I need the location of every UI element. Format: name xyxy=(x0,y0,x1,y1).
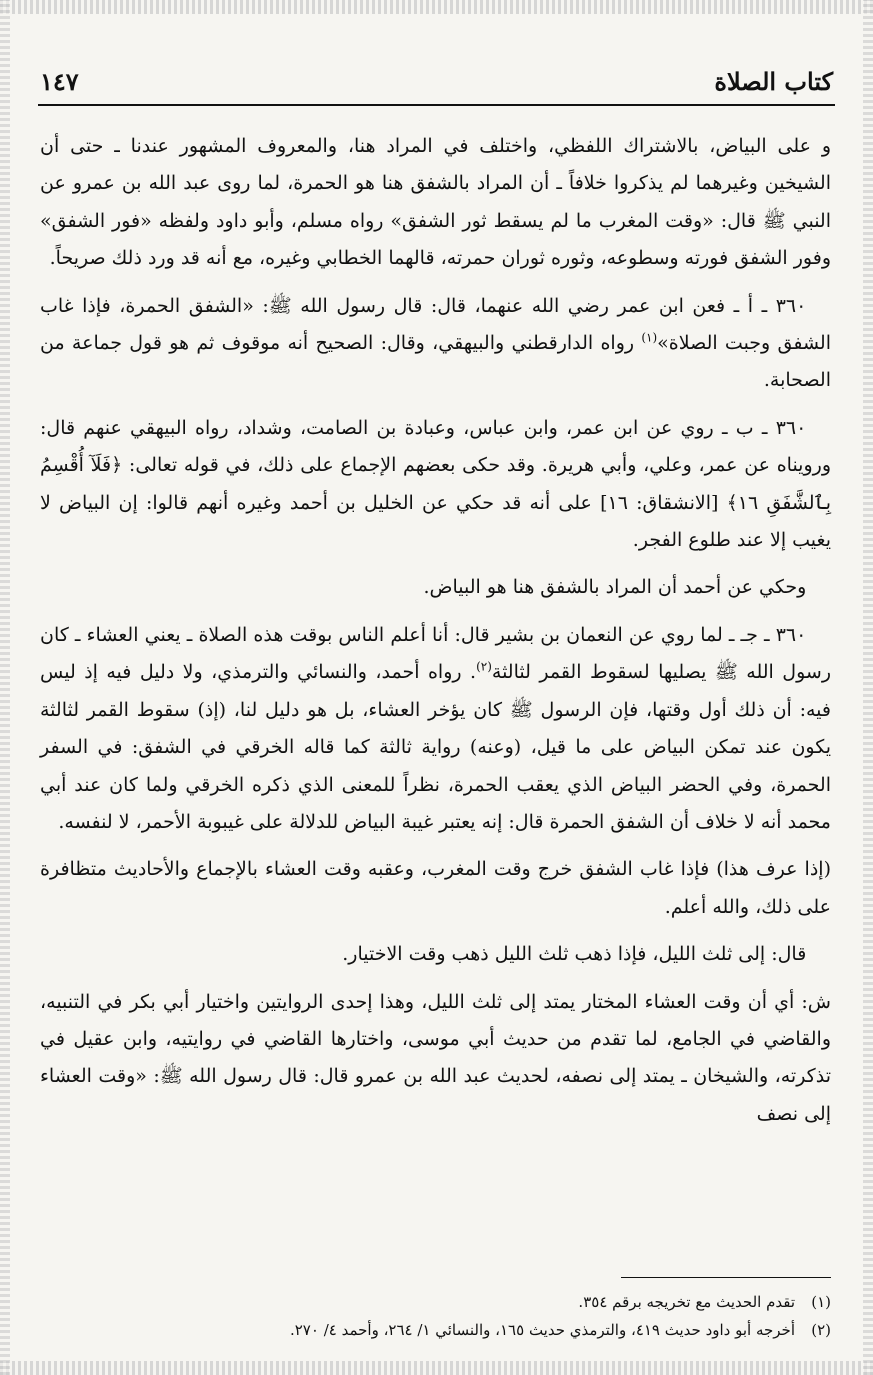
footnote-ref-1[interactable]: (١) xyxy=(641,330,658,345)
main-text xyxy=(40,128,831,1133)
paragraph-8: ش: أي أن وقت العشاء المختار يمتد إلى ثلث الليل، وهذا إحدى الروايتين واختيار أبي بكر في التنبيه، والقاضي في الجامع، لما تقدم من حديث أبي موسى، واختارها القاضي في روايتيه، وابن عقيل في تذكرته، والشيخان ـ يمتد إلى نصفه، لحديث عبد الله بن عمرو قال: قال رسول الله ﷺ: «وقت العشاء إلى نصف xyxy=(40,990,831,1125)
paragraph-5 xyxy=(40,617,831,841)
paragraph-2-text: ٣٦٠ ـ أ ـ فعن ابن عمر رضي الله عنهما، قال: قال رسول الله ﷺ: «الشفق الحمرة، فإذا غاب الشفق وجبت الصلاة» xyxy=(40,294,831,355)
footnote-1-text: تقدم الحديث مع تخريجه برقم ٣٥٤. xyxy=(578,1293,795,1311)
paragraph-5-text: ٣٦٠ ـ جـ ـ لما روي عن النعمان بن بشير قال: أنا أعلم الناس بوقت هذه الصلاة ـ يعني العشاء ـ كان رسول الله ﷺ يصليها لسقوط القمر لثالثة xyxy=(40,623,831,684)
page-number: ١٤٧ xyxy=(40,67,79,96)
page-header xyxy=(40,56,833,96)
footnote-2-text: أخرجه أبو داود حديث ٤١٩، والترمذي حديث ١٦٥، والنسائي ١/ ٢٦٤، وأحمد ٤/ ٢٧٠. xyxy=(289,1321,795,1339)
left-ornament-border xyxy=(0,0,10,1375)
paragraph-7: قال: إلى ثلث الليل، فإذا ذهب ثلث الليل ذهب وقت الاختيار. xyxy=(342,943,807,966)
footnote-2 xyxy=(40,1316,831,1344)
paragraph-2-tail: رواه الدارقطني والبيهقي، وقال: الصحيح أنه موقوف ثم هو قول جماعة من الصحابة. xyxy=(40,332,831,392)
chapter-title: كتاب الصلاة xyxy=(714,67,833,96)
footnote-ref-2[interactable]: (٢) xyxy=(476,659,492,674)
top-ornament-border xyxy=(0,0,873,14)
bottom-ornament-border xyxy=(0,1361,873,1375)
header-rule xyxy=(38,104,835,106)
footnote-1-number: (١) xyxy=(811,1293,831,1311)
right-ornament-border xyxy=(863,0,873,1375)
footnote-1 xyxy=(40,1288,831,1316)
paragraph-6: (إذا عرف هذا) فإذا غاب الشفق خرج وقت المغرب، وعقبه وقت العشاء بالإجماع والأحاديث متظافرة على ذلك، والله أعلم. xyxy=(40,858,831,918)
paragraph-1: و على البياض، بالاشتراك اللفظي، واختلف في المراد هنا، والمعروف المشهور عندنا ـ حتى أن الشيخين وغيرهما لم يذكروا خلافاً ـ أن المراد بالشفق هنا هو الحمرة، لما روى عبد الله بن عمرو عن النبي ﷺ قال: «وقت المغرب ما لم يسقط ثور الشفق» رواه مسلم، وأبو داود ولفظه «فور الشفق» وفور الشفق فورته وسطوعه، وثوره ثوران حمرته، قالهما الخطابي وغيره، مع أنه قد ورد ذلك صريحاً. xyxy=(40,135,831,270)
footnote-rule xyxy=(621,1277,831,1278)
paragraph-4: وحكي عن أحمد أن المراد بالشفق هنا هو البياض. xyxy=(423,576,807,599)
paragraph-3: ٣٦٠ ـ ب ـ روي عن ابن عمر، وابن عباس، وعبادة بن الصامت، وشداد، رواه البيهقي عنهم قال: ورويناه عن عمر، وعلي، وأبي هريرة. وقد حكى بعضهم الإجماع على ذلك، في قوله تعالى: ﴿فَلَآ أُقْسِمُ بِٱلشَّفَقِ ١٦﴾ [الانشقاق: ١٦] على أنه قد حكي عن الخليل بن أحمد وغيره أنهم قالوا: إن البياض لا يغيب إلا عند طلوع الفجر. xyxy=(40,416,831,552)
paragraph-2 xyxy=(40,288,831,400)
footnotes xyxy=(40,1288,831,1344)
paragraph-5-tail: . رواه أحمد، والنسائي والترمذي، ولا دليل فيه إذ ليس فيه: أن ذلك أول وقتها، فإن الرسول ﷺ كان يؤخر العشاء، بل هو دليل لنا، (إذ) سقوط القمر لثالثة يكون عند تمكن البياض على ما قيل، (وعنه) رواية ثالثة كما قاله الخرقي في الشفق: في السفر الحمرة، وفي الحضر البياض الذي يعقب الحمرة، نظراً للمعنى الذي ذكره الخرقي ولما كان عند أبي محمد أنه لا خلاف أن الشفق الحمرة قال: إنه يعتبر غيبة البياض للدلالة على غيبوبة الأحمر، لا لنفسه. xyxy=(40,661,831,833)
footnote-2-number: (٢) xyxy=(811,1321,831,1339)
